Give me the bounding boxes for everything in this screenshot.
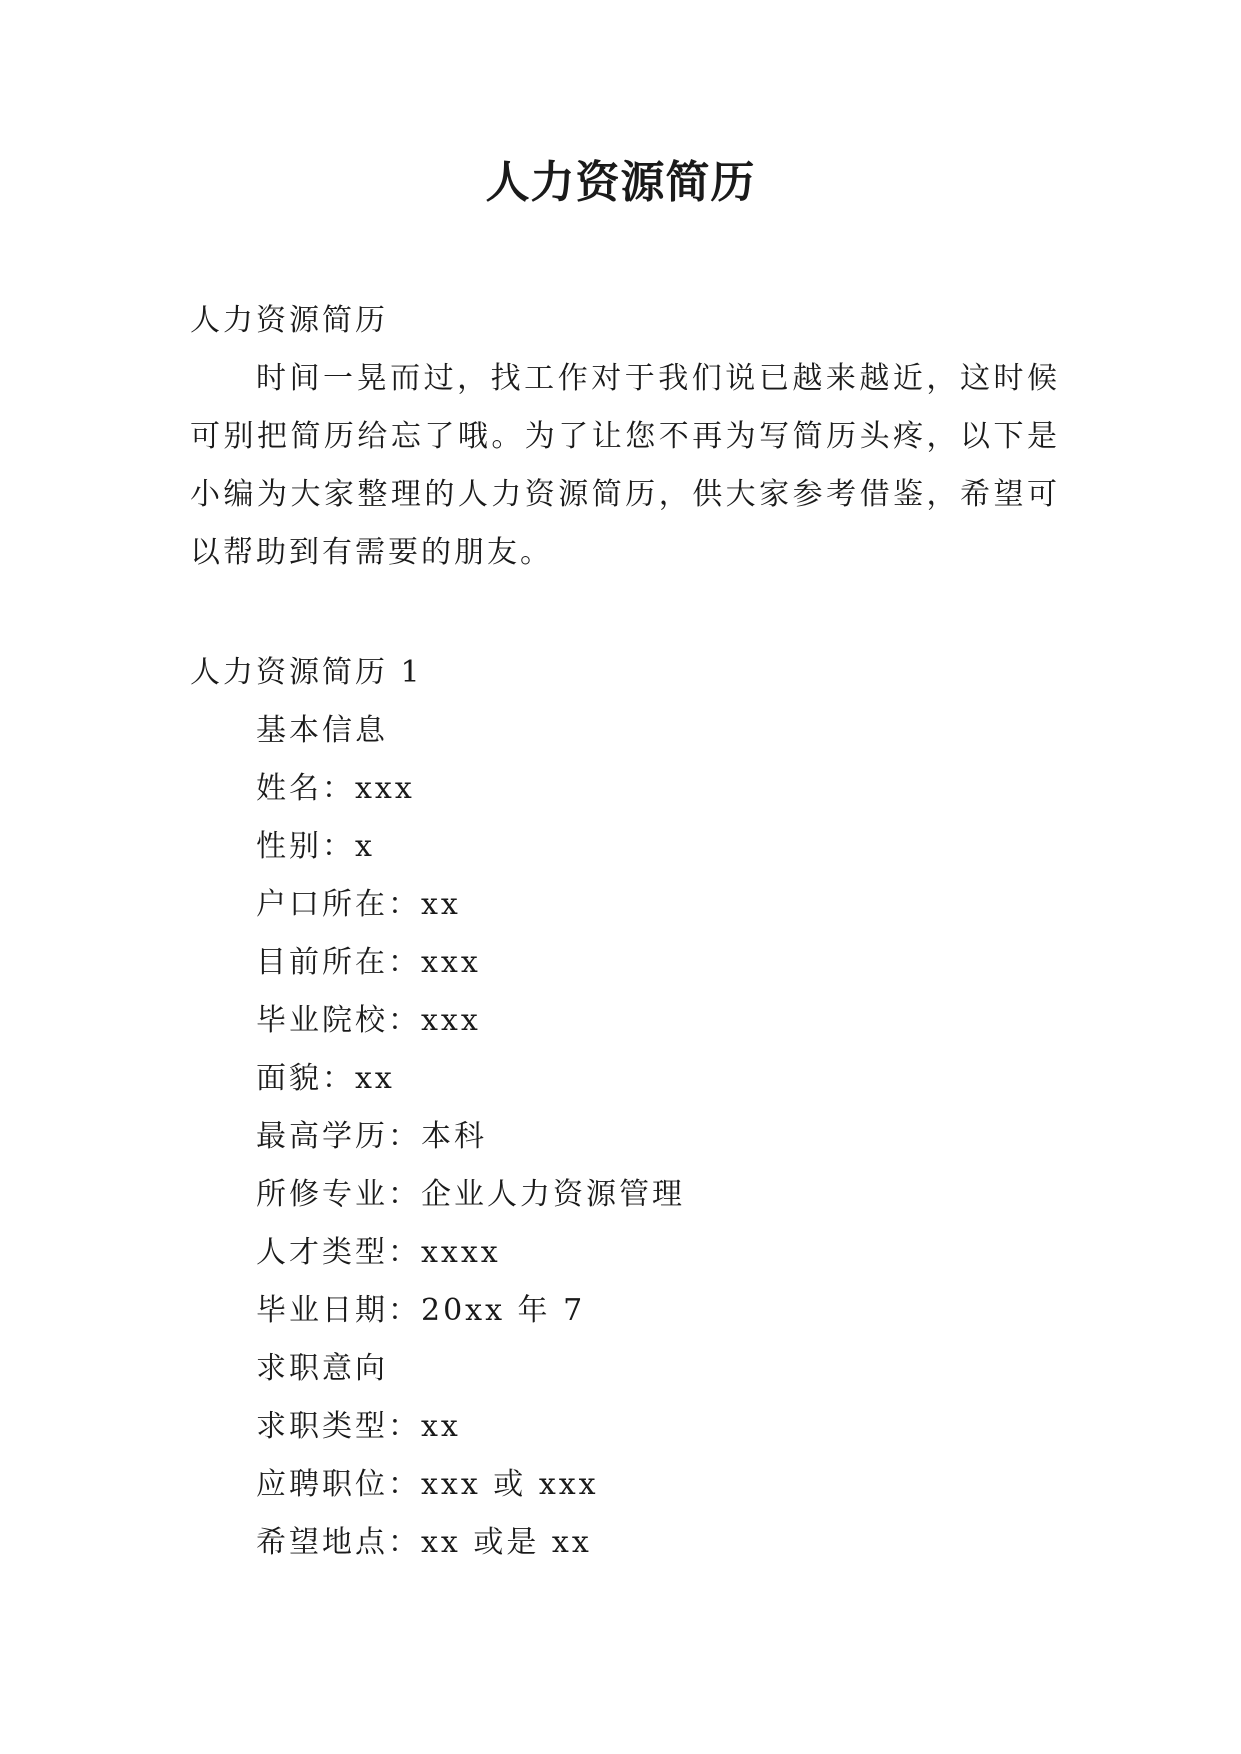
info-line-school: 毕业院校：xxx (256, 1003, 481, 1038)
document-subtitle: 人力资源简历 (190, 303, 388, 338)
info-line-name: 姓名：xxx (256, 771, 415, 806)
info-line-major: 所修专业：企业人力资源管理 (256, 1177, 685, 1212)
info-line-talent-type: 人才类型：xxxx (256, 1235, 501, 1270)
document-title: 人力资源简历 (485, 157, 756, 208)
info-line-basic-info-header: 基本信息 (256, 713, 388, 748)
info-line-gender: 性别：x (256, 829, 375, 864)
info-line-job-intention-header: 求职意向 (256, 1351, 388, 1386)
info-line-graduation-date: 毕业日期：20xx 年 7 (256, 1293, 586, 1328)
info-line-current-location: 目前所在：xxx (256, 945, 481, 980)
resume-info-list (256, 702, 1056, 1572)
info-line-preferred-location: 希望地点：xx 或是 xx (256, 1525, 592, 1560)
info-line-education: 最高学历：本科 (256, 1119, 487, 1154)
info-line-job-type: 求职类型：xx (256, 1409, 461, 1444)
info-line-political-status: 面貌：xx (256, 1061, 395, 1096)
section-heading: 人力资源简历 1 (190, 655, 423, 690)
intro-paragraph: 时间一晃而过，找工作对于我们说已越来越近，这时候可别把简历给忘了哦。为了让您不再为写简历头疼，以下是小编为大家整理的人力资源简历，供大家参考借鉴，希望可以帮助到有需要的朋友。 (190, 361, 1060, 570)
info-line-household-registration: 户口所在：xx (256, 887, 461, 922)
info-line-position: 应聘职位：xxx 或 xxx (256, 1467, 599, 1502)
